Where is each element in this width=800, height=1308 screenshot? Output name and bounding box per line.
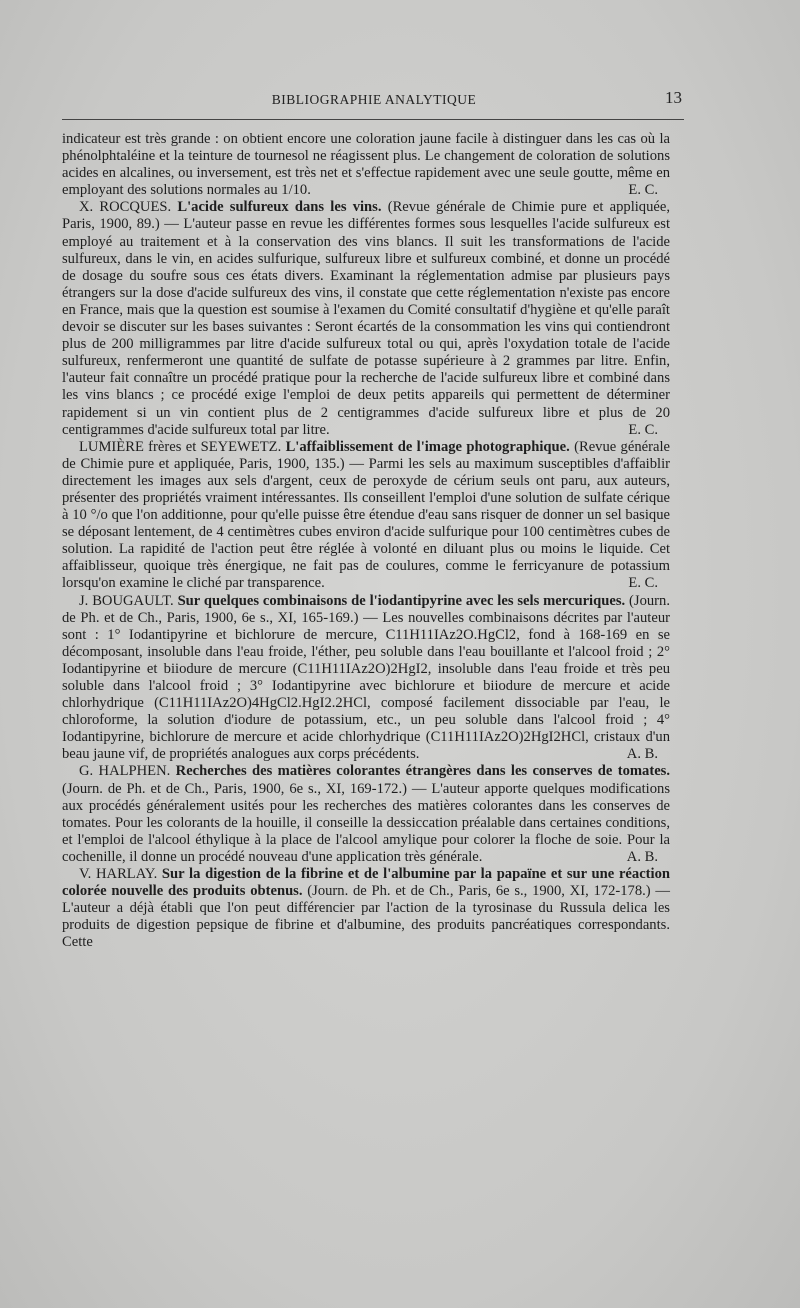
article-body bbox=[62, 131, 670, 952]
entry-signature: A. B. bbox=[626, 746, 658, 763]
entry-text: (Journ. de Ph. et de Ch., Paris, 1900, 6e s., XI, 169-172.) — L'auteur apporte quelques modifications aux procédés généralement usités pour les recherches des matières colorantes dans les conserves de tomates. Pour les colorants de la houille, il conseille la dessiccation préalable dans certaines conditions, et l'emploi de l'alcool éthylique à la place de l'alcool amylique pour colorer la floche de soie. Pour la cochenille, il donne un procédé nouveau d'une application très générale. bbox=[62, 780, 670, 865]
running-title: BIBLIOGRAPHIE ANALYTIQUE bbox=[271, 92, 477, 107]
header-rule bbox=[62, 119, 684, 120]
entry-halphen bbox=[62, 763, 670, 866]
entry-signature: E. C. bbox=[628, 421, 658, 438]
entry-author: X. ROCQUES. bbox=[79, 199, 172, 216]
page-number: 13 bbox=[665, 88, 682, 107]
entry-signature: A. B. bbox=[626, 848, 658, 865]
entry-title: L'acide sulfureux dans les vins. bbox=[177, 199, 382, 216]
entry-harlay bbox=[62, 866, 670, 951]
entry-signature: E. C. bbox=[628, 182, 658, 199]
entry-author: V. HARLAY. bbox=[79, 866, 158, 883]
entry-author: LUMIÈRE frères et SEYEWETZ. bbox=[79, 438, 282, 455]
entry-text: (Journ. de Ph. et de Ch., Paris, 6e s., 1900, XI, 172-178.) — L'auteur a déjà établi que l'on peut différencier par l'action de la tyrosinase du Russula delica les produits de digestion pepsique de fibrine et d'albumine, des produits pancréatiques correspondants. Cette bbox=[62, 883, 670, 951]
entry-signature: E. C. bbox=[628, 575, 658, 592]
entry-lumiere bbox=[62, 439, 670, 593]
entry-title: Recherches des matières colorantes étrangères dans les conserves de tomates. bbox=[175, 763, 670, 780]
entry-author: J. BOUGAULT. bbox=[79, 592, 174, 609]
entry-continuation bbox=[62, 131, 670, 199]
entry-text: (Revue générale de Chimie pure et appliquée, Paris, 1900, 89.) — L'auteur passe en revue les différentes formes sous lesquelles l'acide sulfureux est employé au traitement et à la conservation des vins blancs. Il suit les transformations de l'acide sulfureux, dans le vin, en acides sulfurique, sulfureux libre et sulfureux combiné, et donne un procédé de dosage du soufre sous ces états divers. Examinant la réglementation admise par plusieurs pays étrangers sur la dose d'acide sulfureux des vins, il constate que cette réglementation n'existe pas encore en France, mais que la question est soumise à l'examen du Comité consultatif d'hygiène et qu'elle paraît devoir se discuter sur les bases suivantes : Seront écartés de la consommation les vins qui contiendront plus de 200 milligrammes par litre d'acide sulfureux total ou qui, après l'oxydation totale de l'acide sulfureux, renfermeront une quantité de sulfate de potasse supérieure à 2 grammes par litre. Enfin, l'auteur fait connaître un procédé pratique pour la recherche de l'acide sulfureux libre et combiné dans les vins blancs ; ce procédé exige l'emploi de deux petits appareils qui permettent de déterminer rapidement si un vin contient plus de 2 centigrammes d'acide sulfureux libre et plus de 20 centigrammes d'acide sulfureux total par litre. bbox=[62, 199, 671, 438]
entry-bougault bbox=[62, 593, 670, 764]
running-head bbox=[66, 88, 682, 116]
entry-rocques bbox=[62, 199, 670, 438]
entry-title: Sur quelques combinaisons de l'iodantipyrine avec les sels mercuriques. bbox=[177, 592, 626, 609]
entry-text: (Revue générale de Chimie pure et appliquée, Paris, 1900, 135.) — Parmi les sels au maximum susceptibles d'affaiblir directement les images aux sels d'argent, ceux de peroxyde de cérium seuls ont paru, aux auteurs, présenter des propriétés vraiment intéressantes. Ils conseillent l'emploi d'une solution de sulfate cérique à 10 °/o que l'on additionne, pour qu'elle puisse être étendue d'eau sans risquer de donner un sel basique se déposant lentement, de 4 centimètres cubes environ d'acide sulfurique pour 100 centimètres cubes de solution. La rapidité de l'action peut être réglée à volonté en diluant plus ou moins le liquide. Cet affaiblisseur, quoique très énergique, ne fait pas de coulures, comme le ferricyanure de potassium lorsqu'on examine le cliché par transparence. bbox=[62, 438, 670, 592]
entry-author: G. HALPHEN. bbox=[79, 763, 171, 780]
entry-title: Sur la digestion de la fibrine et de l'albumine par la papaïne et sur une réaction colorée nouvelle des produits obtenus. bbox=[62, 866, 671, 900]
entry-title: L'affaiblissement de l'image photographique. bbox=[285, 438, 570, 455]
entry-text: (Journ. de Ph. et de Ch., Paris, 1900, 6e s., XI, 165-169.) — Les nouvelles combinaisons décrites par l'auteur sont : 1° Iodantipyrine et bichlorure de mercure, C11H11IAz2O.HgCl2, fond à 168-169 en se décomposant, insoluble dans l'eau froide, l'éther, peu soluble dans l'eau bouillante et l'alcool froid ; 2° Iodantipyrine et biiodure de mercure (C11H11IAz2O)2HgI2, insoluble dans l'eau froide et très peu soluble dans l'alcool froid ; 3° Iodantipyrine avec bichlorure et biiodure de mercure et acide chlorhydrique (C11H11IAz2O)4HgCl2.HgI2.2HCl, composé facilement dissociable par l'eau, le chloroforme, la solution d'iodure de potassium, etc., un peu soluble dans l'alcool froid ; 4° Iodantipyrine, bichlorure de mercure et acide chlorhydrique (C11H11IAz2O)2HgI2HCl, cristaux d'un beau jaune vif, de propriétés analogues aux corps précédents. bbox=[62, 592, 670, 763]
entry-text: indicateur est très grande : on obtient encore une coloration jaune facile à distinguer dans les cas où la phénolphtaléine et la teinture de tournesol ne réagissent plus. Le changement de coloration de solutions acides en alcalines, ou inversement, est très net et s'effectue rapidement avec une seule goutte, même en employant des solutions normales au 1/10. bbox=[62, 131, 670, 199]
